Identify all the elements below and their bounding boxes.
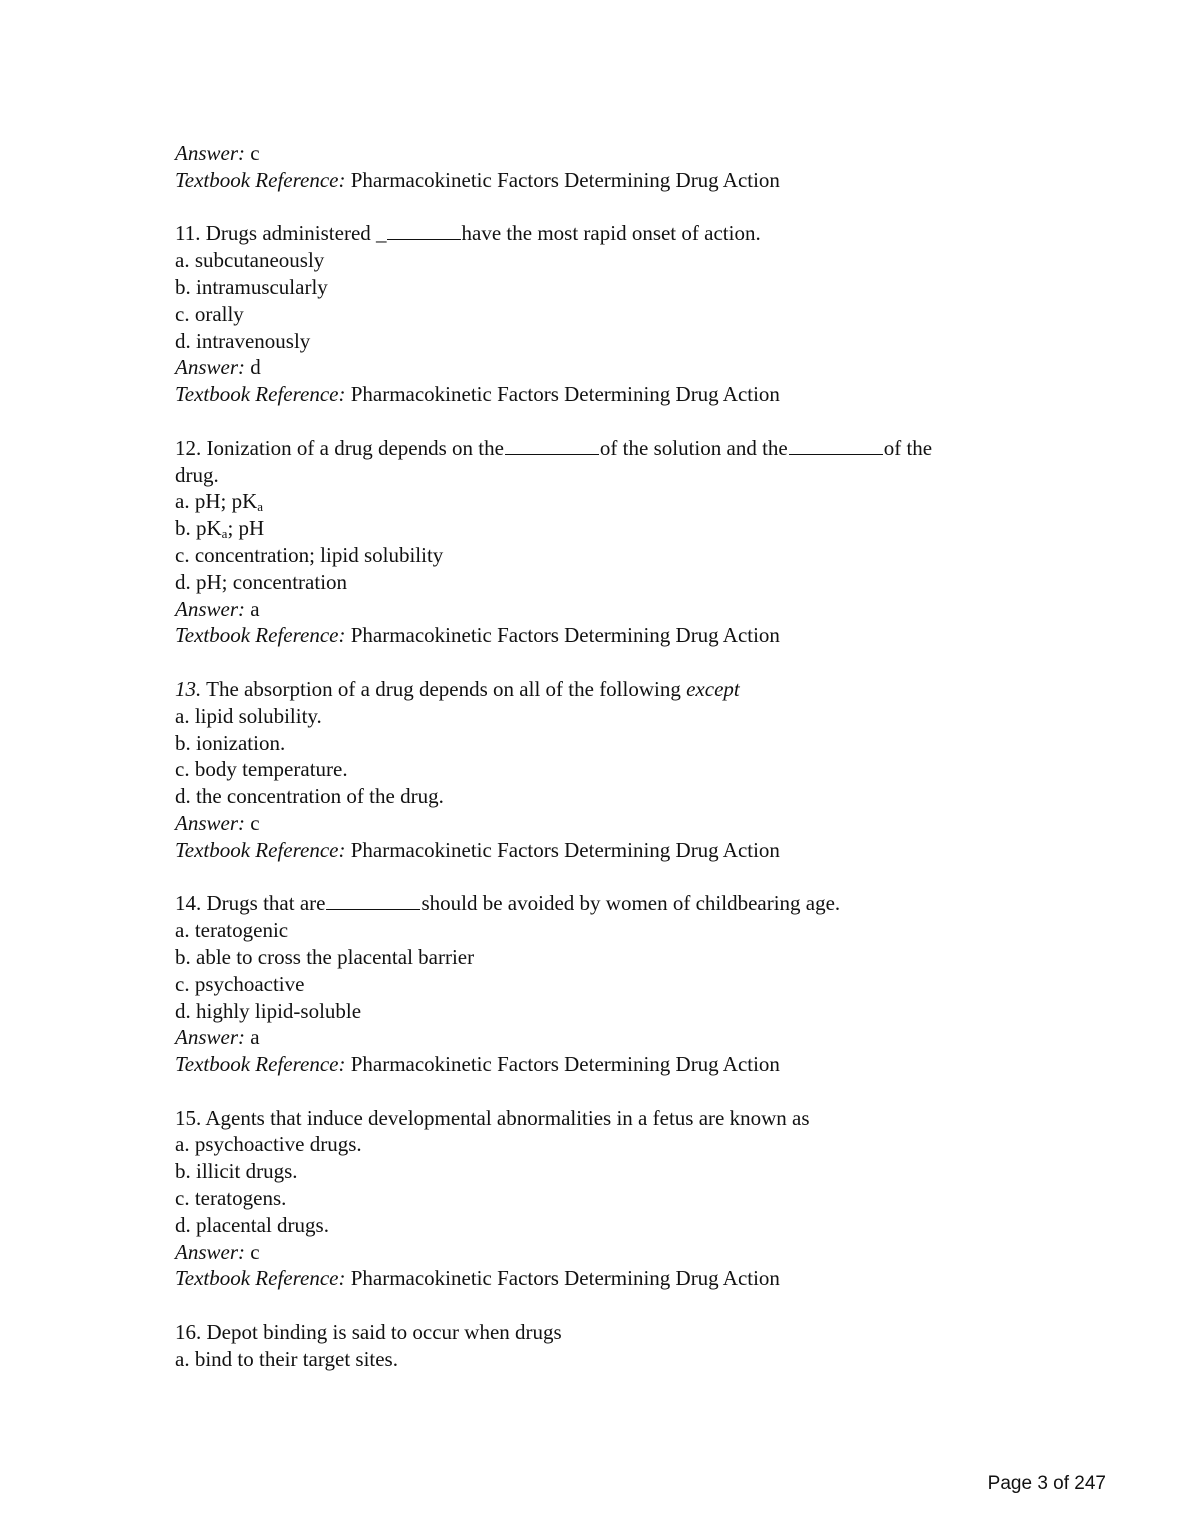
option-d: d. the concentration of the drug.: [175, 784, 444, 809]
textbook-reference-line: [175, 622, 1015, 649]
textbook-reference-line: [175, 1265, 1015, 1292]
question-14-stem: 14. Drugs that are should be avoided by women of childbearing age.: [175, 891, 841, 916]
question-15-stem: 15. Agents that induce developmental abnormalities in a fetus are known as: [175, 1105, 810, 1130]
page-number: Page 3 of 247: [987, 1473, 1106, 1494]
reference-value: Pharmacokinetic Factors Determining Drug Action: [350, 837, 780, 862]
question-16-stem: 16. Depot binding is said to occur when drugs: [175, 1320, 562, 1345]
answer-label: Answer:: [175, 596, 245, 621]
textbook-reference-line: [175, 837, 1015, 864]
textbook-reference-line: [175, 167, 1015, 194]
answer-line: [175, 140, 1015, 167]
document-body: [175, 140, 1015, 1373]
question-number: 16.: [175, 1320, 202, 1345]
answer-value: a: [250, 596, 260, 621]
answer-line: [175, 1239, 1015, 1266]
answer-value: a: [250, 1025, 260, 1050]
option-a: a. bind to their target sites.: [175, 1346, 398, 1371]
option-a: a. pH; $pK_a$: [175, 489, 264, 515]
reference-value: Pharmacokinetic Factors Determining Drug Action: [350, 1052, 780, 1077]
option-b: b. illicit drugs.: [175, 1159, 298, 1184]
option-c: c. teratogens.: [175, 1186, 287, 1211]
question-number: 15.: [175, 1105, 202, 1130]
option-a: a. lipid solubility.: [175, 703, 322, 728]
answer-label: Answer:: [175, 141, 245, 165]
reference-value: Pharmacokinetic Factors Determining Drug Action: [350, 1266, 780, 1291]
option-c: c. psychoactive: [175, 971, 305, 996]
emphasis-except: except: [686, 676, 740, 701]
option-d: d. pH; concentration: [175, 569, 348, 594]
question-11-stem: 11. Drugs administered _ have the most rapid onset of action.: [175, 221, 761, 246]
option-c: c. body temperature.: [175, 757, 348, 782]
reference-label: Textbook Reference:: [175, 1266, 346, 1291]
textbook-reference-line: [175, 1051, 1015, 1078]
answer-label: Answer:: [175, 355, 245, 380]
reference-label: Textbook Reference:: [175, 623, 346, 648]
answer-value: c: [250, 141, 260, 165]
question-number: 14.: [175, 891, 202, 916]
option-d: d. highly lipid-soluble: [175, 998, 362, 1023]
answer-label: Answer:: [175, 1025, 245, 1050]
option-d: d. intravenously: [175, 328, 311, 353]
option-d: d. placental drugs.: [175, 1212, 329, 1237]
answer-value: d: [250, 355, 261, 380]
reference-label: Textbook Reference:: [175, 382, 346, 407]
option-a: a. psychoactive drugs.: [175, 1132, 362, 1157]
option-b: b. intramuscularly: [175, 274, 328, 299]
answer-value: c: [250, 810, 260, 835]
question-12-stem-continued: drug.: [175, 462, 219, 487]
option-b: b. ionization.: [175, 730, 286, 755]
reference-value: Pharmacokinetic Factors Determining Drug Action: [350, 382, 780, 407]
reference-value: Pharmacokinetic Factors Determining Drug Action: [350, 623, 780, 648]
option-b: b. $pK_a$; pH: [175, 516, 265, 542]
option-a: a. teratogenic: [175, 918, 289, 943]
textbook-reference-line: [175, 381, 1015, 408]
option-c: c. concentration; lipid solubility: [175, 542, 444, 567]
answer-label: Answer:: [175, 1239, 245, 1264]
option-b: b. able to cross the placental barrier: [175, 944, 475, 969]
option-c: c. orally: [175, 301, 244, 326]
question-number: 12.: [175, 435, 202, 460]
question-number: 11.: [175, 221, 201, 246]
reference-value: Pharmacokinetic Factors Determining Drug Action: [350, 167, 780, 192]
answer-line: [175, 810, 1015, 837]
option-a: a. subcutaneously: [175, 248, 325, 273]
answer-label: Answer:: [175, 810, 245, 835]
question-number: 13.: [175, 676, 202, 701]
answer-line: [175, 354, 1015, 381]
fill-in-blank: [505, 436, 599, 455]
question-13-stem: 13. The absorption of a drug depends on all of the following except: [175, 676, 740, 701]
reference-label: Textbook Reference:: [175, 167, 346, 192]
fill-in-blank: [326, 891, 420, 910]
reference-label: Textbook Reference:: [175, 1052, 346, 1077]
reference-label: Textbook Reference:: [175, 837, 346, 862]
fill-in-blank: [789, 436, 883, 455]
question-12-stem: 12. Ionization of a drug depends on the of the solution and the of the: [175, 435, 933, 460]
answer-value: c: [250, 1239, 260, 1264]
fill-in-blank: [387, 221, 461, 240]
answer-line: [175, 1024, 1015, 1051]
answer-line: [175, 596, 1015, 623]
